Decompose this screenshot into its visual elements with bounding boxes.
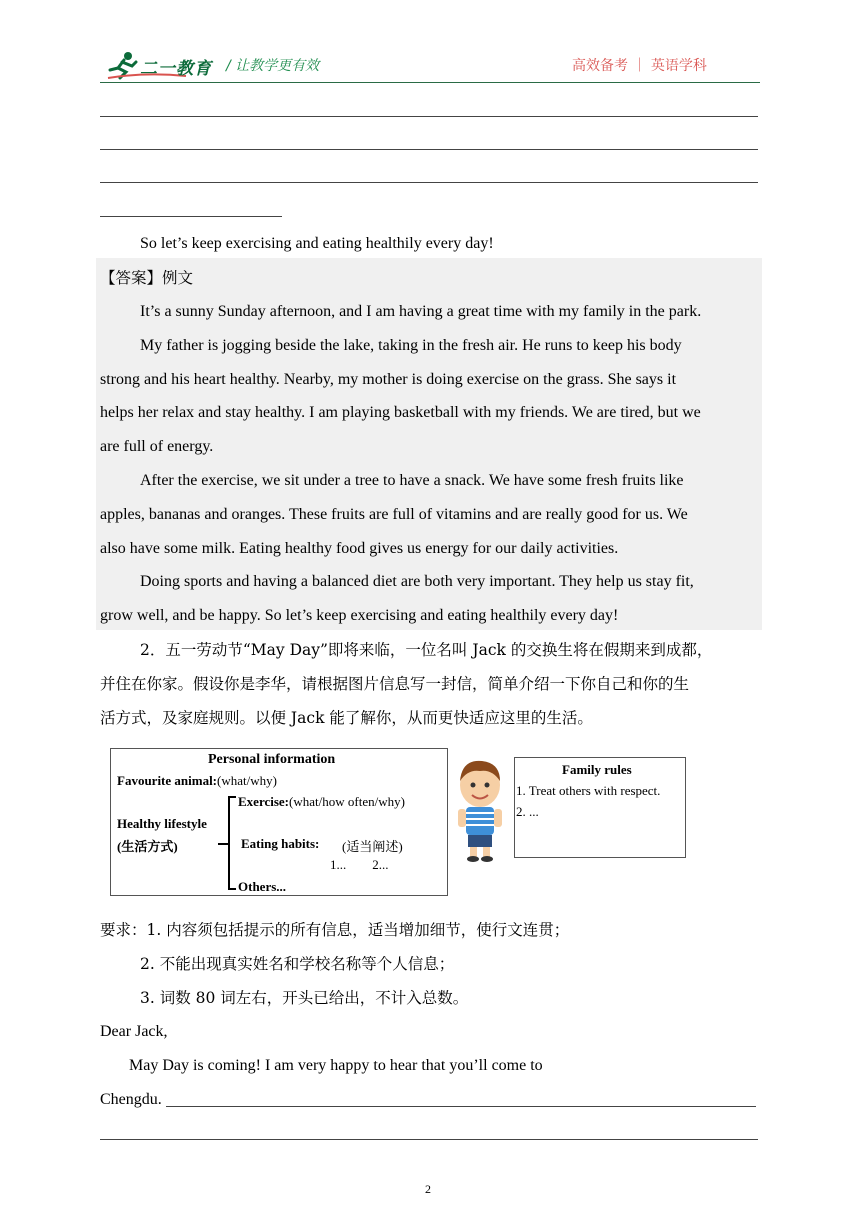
answer-line: grow well, and be happy. So let’s keep exercising and eating healthily every day!: [100, 607, 619, 624]
header-subject: 高效备考 ｜ 英语学科: [572, 58, 707, 74]
logo-text: 二一教育: [140, 59, 212, 79]
answer-line: strong and his heart healthy. Nearby, my mother is doing exercise on the grass. She says it: [100, 371, 677, 388]
personal-info-title: Personal information: [208, 752, 336, 767]
answer-line: After the exercise, we sit under a tree to have a snack. We have some fresh fruits like: [140, 472, 684, 489]
favourite-animal: Favourite animal:(what/why): [117, 773, 277, 788]
eating-habits-item: Eating habits:: [241, 836, 320, 851]
brace-middle: [218, 843, 228, 845]
question-line: 2．五一劳动节“May Day”即将来临，一位名叫 Jack 的交换生将在假期来到成都，: [140, 641, 713, 659]
exercise-item: Exercise:(what/how often/why): [238, 794, 405, 809]
brace-top: [228, 796, 236, 798]
letter-greeting: Dear Jack,: [100, 1023, 168, 1040]
blank-line: [100, 216, 282, 217]
boy-illustration: [452, 755, 508, 863]
question-line: 并住在你家。假设你是李华，请根据图片信息写一封信，简单介绍一下你自己和你的生: [100, 675, 690, 693]
header-slogan: / 让教学更有效: [226, 58, 320, 74]
question-line: 活方式，及家庭规则。以便 Jack 能了解你，从而更快适应这里的生活。: [100, 709, 593, 727]
answer-line: also have some milk. Eating healthy food gives us energy for our daily activities.: [100, 540, 619, 557]
requirement-line: 3. 词数 80 词左右，开头已给出，不计入总数。: [140, 989, 469, 1007]
family-rule: 2. ...: [516, 804, 539, 819]
family-rule: 1. Treat others with respect.: [516, 783, 661, 798]
brace: [228, 796, 234, 890]
requirement-line: 2. 不能出现真实姓名和学校名称等个人信息；: [140, 955, 455, 973]
answer-label: 【答案】例文: [100, 269, 194, 287]
answer-line: Doing sports and having a balanced diet are both very important. They help us stay fit,: [140, 573, 694, 590]
eating-habits-items: 1... 2...: [330, 857, 389, 872]
closing-sentence: So let’s keep exercising and eating healthily every day!: [140, 235, 494, 252]
brace-bottom: [228, 888, 236, 890]
letter-opening: May Day is coming! I am very happy to hear that you’ll come to: [129, 1057, 543, 1074]
blank-line: [100, 116, 758, 117]
answer-line: are full of energy.: [100, 438, 214, 455]
eating-habits-note: (适当阐述): [342, 839, 403, 854]
letter-opening-cont: Chengdu.: [100, 1091, 162, 1108]
blank-line: [166, 1106, 756, 1107]
answer-line: helps her relax and stay healthy. I am playing basketball with my friends. We are tired, but we: [100, 404, 701, 421]
healthy-lifestyle-label: Healthy lifestyle: [117, 816, 207, 831]
blank-line: [100, 1139, 758, 1140]
blank-line: [100, 182, 758, 183]
blank-line: [100, 149, 758, 150]
page-number: 2: [425, 1182, 431, 1196]
answer-line: It’s a sunny Sunday afternoon, and I am having a great time with my family in the park.: [140, 303, 702, 320]
family-rules-title: Family rules: [562, 762, 632, 777]
answer-line: apples, bananas and oranges. These fruits are full of vitamins and are really good for us. We: [100, 506, 688, 523]
others-item: Others...: [238, 879, 287, 894]
header-divider: [100, 82, 760, 83]
requirement-line: 要求：1. 内容须包括提示的所有信息，适当增加细节，使行文连贯；: [100, 921, 570, 939]
answer-line: My father is jogging beside the lake, taking in the fresh air. He runs to keep his body: [140, 337, 682, 354]
healthy-lifestyle-cn: (生活方式): [117, 839, 178, 854]
